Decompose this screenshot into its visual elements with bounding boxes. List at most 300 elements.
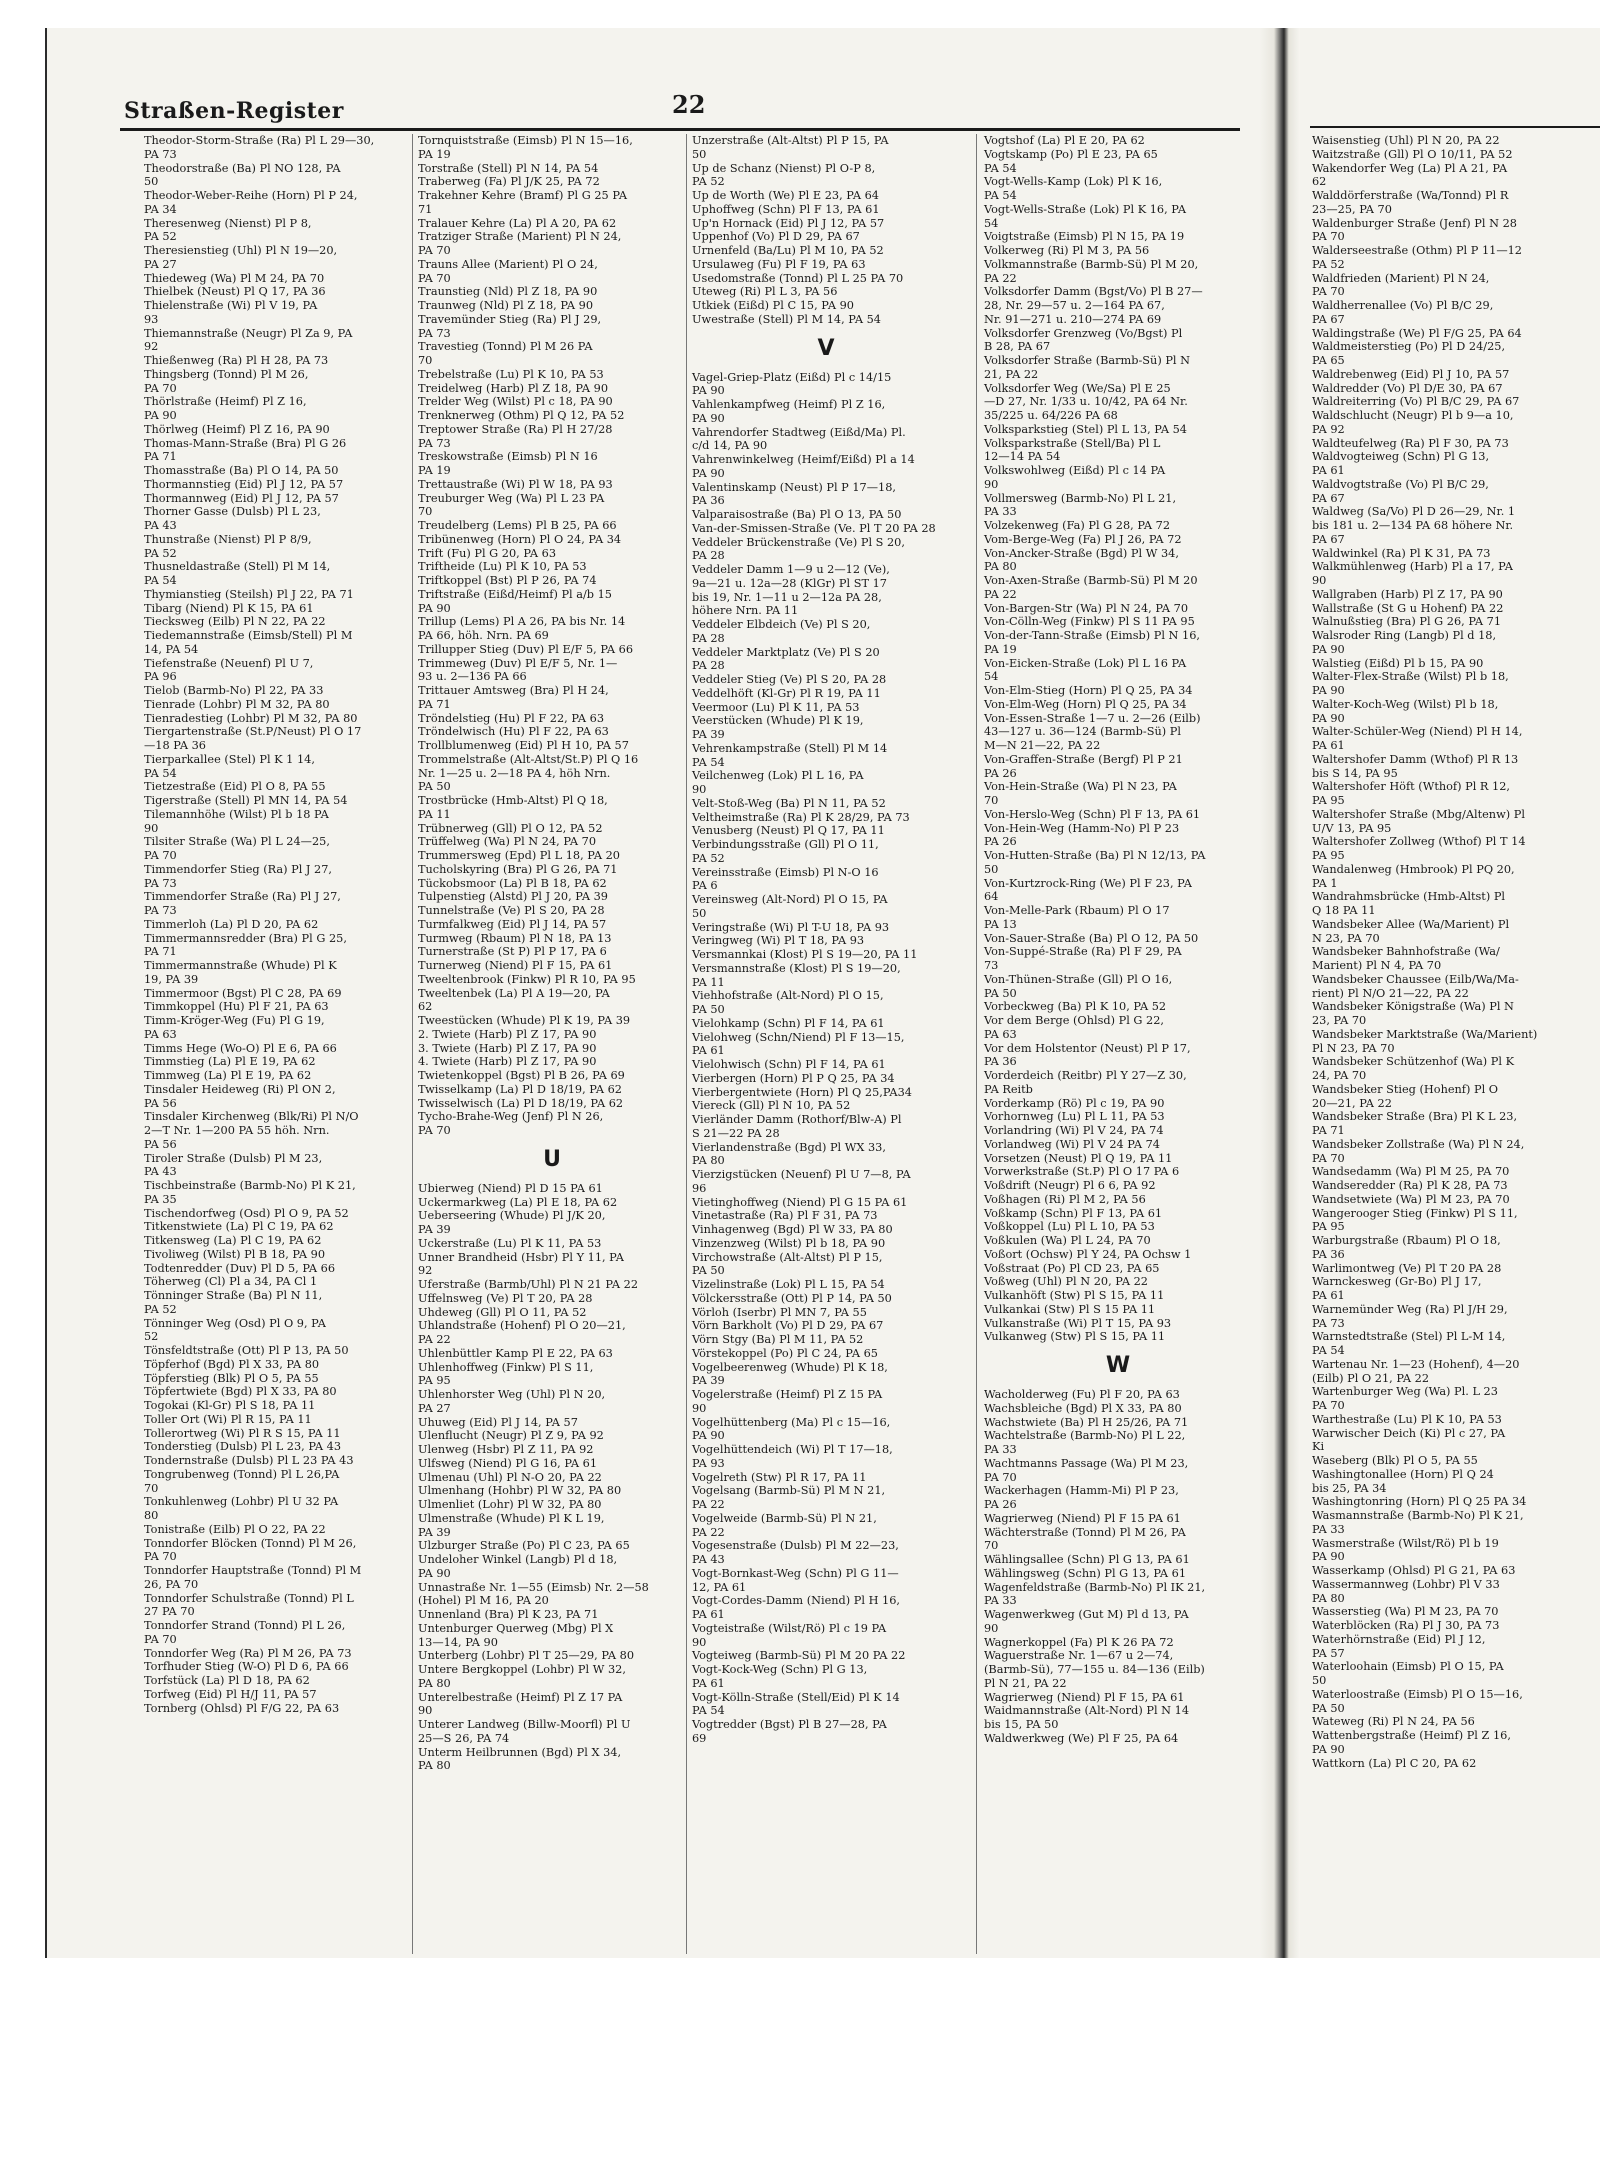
street-entry: Waltershofer Höft (Wthof) Pl R 12, [1312,780,1510,794]
entry-continuation: PA 70 [144,381,177,395]
entry-continuation: PA 54 [984,161,1017,175]
street-entry: Walsroder Ring (Langb) Pl d 18, [1312,629,1497,642]
entry-continuation: PA 39 [418,1223,451,1236]
entry-continuation: 26, PA 70 [144,1577,199,1591]
street-entry: Toller Ort (Wi) Pl R 15, PA 11 [144,1412,312,1426]
street-entry: Turnerweg (Niend) Pl F 15, PA 61 [418,959,613,972]
street-entry: Von-Essen-Straße 1—7 u. 2—26 (Eilb) [984,711,1201,725]
entry-continuation: —D 27, Nr. 1/33 u. 10/42, PA 64 Nr. [984,395,1188,409]
street-entry: Walderseestraße (Othm) Pl P 11—12 [1312,244,1522,257]
entry-continuation: PA 73 [144,904,177,917]
street-entry: Von-Thünen-Straße (Gll) Pl O 16, [984,972,1173,986]
entry-continuation: PA 61 [1312,1289,1345,1302]
entry-continuation: 43—127 u. 36—124 (Barmb-Sü) Pl [984,725,1181,739]
entry-continuation: PA 66, höh. Nrn. PA 69 [418,629,549,642]
street-entry: Waldvogtstraße (Vo) Pl B/C 29, [1312,477,1489,491]
entry-continuation: 70 [418,505,433,519]
street-entry: Töpferstieg (Blk) Pl O 5, PA 55 [144,1371,319,1385]
street-entry: Waterhörnstraße (Eid) Pl J 12, [1312,1632,1486,1646]
street-entry: Tienrade (Lohbr) Pl M 32, PA 80 [144,697,330,711]
entry-continuation: PA 43 [692,1553,725,1566]
entry-continuation: PA 90 [144,409,177,422]
street-entry: Von-Cölln-Weg (Finkw) Pl S 11 PA 95 [984,615,1195,629]
street-entry: Treptower Straße (Ra) Pl H 27/28 [418,422,613,436]
street-entry: Timmermannstraße (Whude) Pl K [144,959,337,972]
entry-continuation: 50 [984,862,999,876]
street-entry: Vogt-Cordes-Damm (Niend) Pl H 16, [692,1594,901,1608]
entry-continuation: PA 92 [1312,422,1345,436]
street-entry: Tischbeinstraße (Barmb-No) Pl K 21, [144,1179,356,1192]
entry-continuation: Marient) Pl N 4, PA 70 [1312,959,1442,972]
entry-continuation: 80 [144,1509,159,1522]
entry-continuation: PA 95 [1312,1220,1345,1234]
street-entry: Vierbergentwiete (Horn) Pl Q 25,PA34 [692,1085,912,1099]
street-entry: Wandsbeker Marktstraße (Wa/Marient) [1312,1027,1538,1041]
street-entry: Travemünder Stieg (Ra) Pl J 29, [418,312,602,326]
street-entry: Unterer Landweg (Billw-Moorfl) Pl U [418,1718,631,1731]
entry-continuation: 50 [1312,1674,1327,1687]
street-entry: Warburgstraße (Rbaum) Pl O 18, [1312,1234,1501,1247]
street-entry: Warnemünder Weg (Ra) Pl J/H 29, [1312,1302,1508,1316]
street-entry: Von-Suppé-Straße (Ra) Pl F 29, PA [984,945,1182,959]
street-entry: Wachtmanns Passage (Wa) Pl M 23, [984,1456,1189,1470]
street-entry: Tigerstraße (Stell) Pl MN 14, PA 54 [144,794,348,807]
street-entry: Timmendorfer Stieg (Ra) Pl J 27, [144,862,333,876]
entry-continuation: PA 73 [418,326,451,340]
street-entry: Voßort (Ochsw) Pl Y 24, PA Ochsw 1 [984,1247,1192,1261]
left-page [120,70,1240,1950]
entry-continuation: PA 26 [984,1498,1017,1511]
street-entry: Torstraße (Stell) Pl N 14, PA 54 [418,161,599,175]
street-entry: Unterberg (Lohbr) Pl T 25—29, PA 80 [418,1649,635,1663]
entry-continuation: Q 18 PA 11 [1312,904,1376,917]
street-entry: Vollmersweg (Barmb-No) Pl L 21, [984,491,1177,505]
entry-continuation: 62 [1312,175,1327,189]
entry-continuation: PA 61 [692,1044,725,1058]
street-entry: Utkiek (Eißd) Pl C 15, PA 90 [692,299,854,312]
street-entry: Vogelhüttenberg (Ma) Pl c 15—16, [692,1415,891,1429]
street-entry: Wachtelstraße (Barmb-No) Pl L 22, [984,1429,1186,1443]
entry-continuation: Pl N 23, PA 70 [1312,1041,1395,1055]
street-entry: Vielohkamp (Schn) Pl F 14, PA 61 [692,1016,885,1030]
entry-continuation: 27 PA 70 [144,1605,195,1619]
street-entry: Thielbek (Neust) Pl Q 17, PA 36 [144,285,326,299]
street-entry: Traunstieg (Nld) Pl Z 18, PA 90 [418,285,598,299]
street-entry: Thiemannstraße (Neugr) Pl Za 9, PA [144,326,353,340]
street-entry: Trelder Weg (Wilst) Pl c 18, PA 90 [418,395,613,409]
street-entry: Vogteiweg (Barmb-Sü) Pl M 20 PA 22 [692,1649,906,1663]
street-entry: Timmerloh (La) Pl D 20, PA 62 [144,917,319,931]
entry-continuation: PA 36 [692,494,725,508]
street-entry: Von-Elm-Weg (Horn) Pl Q 25, PA 34 [984,697,1187,711]
entry-continuation: bis 19, Nr. 1—11 u 2—12a PA 28, [692,590,882,604]
street-entry: Vörn Stgy (Ba) Pl M 11, PA 52 [692,1333,864,1346]
street-entry: Vogelhüttendeich (Wi) Pl T 17—18, [692,1443,893,1456]
street-entry: Ulmenstraße (Whude) Pl K L 19, [418,1511,605,1525]
street-entry: Wasserkamp (Ohlsd) Pl G 21, PA 63 [1312,1564,1516,1577]
entry-continuation: PA 39 [692,728,725,741]
entry-continuation: PA 56 [144,1096,177,1110]
entry-continuation: 9a—21 u. 12a—28 (KlGr) Pl ST 17 [692,576,887,590]
entry-continuation: PA 22 [692,1525,725,1539]
street-entry: Volksparkstraße (Stell/Ba) Pl L [984,436,1161,450]
street-entry: Walter-Schüler-Weg (Niend) Pl H 14, [1312,725,1523,739]
street-entry: Ursulaweg (Fu) Pl F 19, PA 63 [692,257,866,271]
entry-continuation: 14, PA 54 [144,642,199,656]
street-entry: Waldingstraße (We) Pl F/G 25, PA 64 [1312,326,1522,340]
entry-continuation: PA 54 [144,574,177,587]
entry-continuation: B 28, PA 67 [984,340,1051,354]
entry-continuation: 50 [692,906,707,920]
street-entry: Vogelerstraße (Heimf) Pl Z 15 PA [692,1388,883,1401]
street-entry: Wartenau Nr. 1—23 (Hohenf), 4—20 [1312,1357,1520,1371]
street-entry: Uhuweg (Eid) Pl J 14, PA 57 [418,1415,578,1429]
street-entry: Tröndelstieg (Hu) Pl F 22, PA 63 [418,711,605,725]
street-entry: Vagel-Griep-Platz (Eißd) Pl c 14/15 [692,370,892,384]
right-page [1310,70,1600,1950]
street-entry: Volkswohlweg (Eißd) Pl c 14 PA [984,464,1166,477]
street-entry: Tönninger Straße (Ba) Pl N 11, [144,1289,323,1302]
street-entry: Vogt-Bornkast-Weg (Schn) Pl G 11— [692,1566,899,1580]
street-entry: Tornberg (Ohlsd) Pl F/G 22, PA 63 [144,1701,340,1715]
street-entry: Unner Brandheid (Hsbr) Pl Y 11, PA [418,1250,624,1264]
street-entry: Volksdorfer Grenzweg (Vo/Bgst) Pl [984,326,1183,340]
street-entry: Veddeler Marktplatz (Ve) Pl S 20 [692,645,880,659]
street-entry: Uckermarkweg (La) Pl E 18, PA 62 [418,1195,618,1209]
street-entry: Vorsetzen (Neust) Pl Q 19, PA 11 [984,1151,1173,1165]
street-entry: Triftheide (Lu) Pl K 10, PA 53 [418,560,587,574]
entry-continuation: N 23, PA 70 [1312,931,1380,945]
street-entry: Tilsiter Straße (Wa) Pl L 24—25, [144,835,330,849]
street-entry: Wangerooger Stieg (Finkw) Pl S 11, [1312,1206,1518,1220]
entry-continuation: rient) Pl N/O 21—22, PA 22 [1312,986,1469,1000]
entry-continuation: PA 95 [1312,794,1345,807]
street-entry: Usedomstraße (Tonnd) Pl L 25 PA 70 [692,271,904,285]
column-separator [686,134,687,1954]
street-entry: Valparaisostraße (Ba) Pl O 13, PA 50 [692,508,902,521]
street-entry: Tilemannhöhe (Wilst) Pl b 18 PA [144,807,329,821]
entry-continuation: PA 67 [1312,312,1345,326]
entry-continuation: PA 61 [1312,739,1345,752]
entry-continuation: 69 [692,1731,707,1745]
entry-continuation: PA 39 [692,1374,725,1388]
entry-continuation: PA 90 [1312,684,1345,697]
street-entry: Veddeler Elbdeich (Ve) Pl S 20, [692,618,871,631]
entry-continuation: 64 [984,890,999,904]
street-entry: Tiefenstraße (Neuenf) Pl U 7, [144,656,314,670]
street-entry: Ulzburger Straße (Po) Pl C 23, PA 65 [418,1539,630,1553]
column-separator [976,134,977,1954]
street-entry: Togokai (Kl-Gr) Pl S 18, PA 11 [144,1399,316,1412]
register-column-1 [144,134,412,1715]
entry-continuation: 50 [144,175,159,189]
street-entry: Tycho-Brahe-Weg (Jenf) Pl N 26, [418,1110,604,1124]
street-entry: Vörstekoppel (Po) Pl C 24, PA 65 [692,1346,878,1360]
entry-continuation: 54 [984,216,999,230]
entry-continuation: PA 43 [144,1165,177,1179]
street-entry: Unzerstraße (Alt-Altst) Pl P 15, PA [692,134,889,147]
street-entry: Vorhornweg (Lu) Pl L 11, PA 53 [984,1110,1165,1124]
entry-continuation: PA 57 [1312,1646,1345,1660]
street-entry: Vogt-Wells-Kamp (Lok) Pl K 16, [984,175,1163,189]
street-entry: Tiedemannstraße (Eimsb/Stell) Pl M [144,629,353,642]
street-entry: Uckerstraße (Lu) Pl K 11, PA 53 [418,1236,602,1250]
entry-continuation: PA 52 [692,175,725,189]
street-entry: Trübnerweg (Gll) Pl O 12, PA 52 [418,821,603,835]
entry-continuation: PA 33 [984,1443,1017,1456]
entry-continuation: 90 [144,821,159,835]
entry-continuation: bis 25, PA 34 [1312,1481,1387,1495]
entry-continuation: 96 [692,1181,707,1195]
entry-continuation: PA 61 [692,1676,725,1690]
entry-continuation: PA 26 [984,835,1017,849]
entry-continuation: 12—14 PA 54 [984,450,1061,464]
entry-continuation: U/V 13, PA 95 [1312,821,1392,835]
street-entry: Von-der-Tann-Straße (Eimsb) Pl N 16, [984,629,1200,642]
street-entry: Vulkanstraße (Wi) Pl T 15, PA 93 [984,1316,1172,1330]
street-entry: Wandsedamm (Wa) Pl M 25, PA 70 [1312,1165,1510,1179]
street-entry: Trimmeweg (Duv) Pl E/F 5, Nr. 1— [418,656,618,670]
street-entry: Waldherrenallee (Vo) Pl B/C 29, [1312,299,1494,312]
entry-continuation: PA 71 [418,697,451,711]
street-entry: Vereinsstraße (Eimsb) Pl N-O 16 [692,865,879,879]
street-entry: Tiecksweg (Eilb) Pl N 22, PA 22 [144,615,326,629]
street-entry: Waldwinkel (Ra) Pl K 31, PA 73 [1312,546,1491,560]
street-entry: Tweeltenbrook (Finkw) Pl R 10, PA 95 [418,972,636,986]
street-entry: Uhdeweg (Gll) Pl O 11, PA 52 [418,1305,587,1319]
street-entry: Trommelstraße (Alt-Altst/St.P) Pl Q 16 [418,752,639,766]
entry-continuation: PA 33 [984,505,1017,519]
street-entry: Vorderkamp (Rö) Pl c 19, PA 90 [984,1096,1165,1110]
street-entry: Viereck (Gll) Pl N 10, PA 52 [692,1099,851,1113]
street-entry: Turmweg (Rbaum) Pl N 18, PA 13 [418,931,612,945]
street-entry: Triftkoppel (Bst) Pl P 26, PA 74 [418,574,597,587]
entry-continuation: PA 80 [984,560,1017,574]
street-entry: Waseberg (Blk) Pl O 5, PA 55 [1312,1454,1478,1467]
entry-continuation: (Barmb-Sü), 77—155 u. 84—136 (Eilb) [984,1663,1205,1676]
street-entry: Volksdorfer Straße (Barmb-Sü) Pl N [984,354,1191,367]
street-entry: Wartenburger Weg (Wa) Pl. L 23 [1312,1385,1498,1399]
entry-continuation: PA 52 [144,1302,177,1316]
street-entry: Von-Hein-Straße (Wa) Pl N 23, PA [984,780,1177,794]
entry-continuation: (Eilb) Pl O 21, PA 22 [1312,1371,1430,1385]
street-entry: Tröndelwisch (Hu) Pl F 22, PA 63 [418,725,609,739]
street-entry: Wateweg (Ri) Pl N 24, PA 56 [1312,1715,1475,1729]
street-entry: Trift (Fu) Pl G 20, PA 63 [418,546,557,560]
entry-continuation: PA 63 [984,1027,1017,1041]
entry-continuation: PA 90 [1312,642,1345,656]
street-entry: Unterelbestraße (Heimf) Pl Z 17 PA [418,1690,623,1704]
street-entry: Waidmannstraße (Alt-Nord) Pl N 14 [984,1704,1190,1718]
street-entry: Waldreiterring (Vo) Pl B/C 29, PA 67 [1312,395,1520,409]
street-entry: Vinzenzweg (Wilst) Pl b 18, PA 90 [692,1236,886,1250]
street-entry: Turmfalkweg (Eid) Pl J 14, PA 57 [418,917,607,931]
street-entry: Tucholskyring (Bra) Pl G 26, PA 71 [418,862,618,876]
street-entry: Wallgraben (Harb) Pl Z 17, PA 90 [1312,587,1503,601]
street-entry: Uferstraße (Barmb/Uhl) Pl N 21 PA 22 [418,1278,639,1291]
entry-continuation: PA 90 [692,466,725,480]
street-entry: Von-Melle-Park (Rbaum) Pl O 17 [984,904,1170,917]
street-entry: Traunweg (Nld) Pl Z 18, PA 90 [418,299,594,312]
entry-continuation: PA 93 [692,1456,725,1470]
street-entry: Waterloostraße (Eimsb) Pl O 15—16, [1312,1687,1523,1701]
entry-continuation: PA 50 [692,1003,725,1016]
street-entry: Trebelstraße (Lu) Pl K 10, PA 53 [418,367,604,381]
entry-continuation: PA 35 [144,1192,177,1206]
street-entry: Vogtskamp (Po) Pl E 23, PA 65 [984,147,1158,161]
street-entry: Verbindungsstraße (Gll) Pl O 11, [692,838,879,851]
street-entry: Unnastraße Nr. 1—55 (Eimsb) Nr. 2—58 [418,1580,649,1594]
street-entry: Volzekenweg (Fa) Pl G 28, PA 72 [984,519,1171,532]
street-entry: Vogt-Kölln-Straße (Stell/Eid) Pl K 14 [692,1690,900,1704]
entry-continuation: PA 71 [144,450,177,464]
street-entry: Wandseredder (Ra) Pl K 28, PA 73 [1312,1179,1508,1192]
street-entry: Urnenfeld (Ba/Lu) Pl M 10, PA 52 [692,244,884,257]
street-entry: Tonndorfer Hauptstraße (Tonnd) Pl M [144,1564,362,1577]
header-rule [1310,126,1600,128]
street-entry: Traberweg (Fa) Pl J/K 25, PA 72 [418,175,600,189]
street-entry: Veringweg (Wi) Pl T 18, PA 93 [692,934,865,948]
street-entry: Tierparkallee (Stel) Pl K 1 14, [144,752,315,766]
street-entry: Voßkamp (Schn) Pl F 13, PA 61 [984,1206,1163,1220]
street-entry: Tornquiststraße (Eimsb) Pl N 15—16, [418,134,633,147]
entry-continuation: PA 50 [692,1264,725,1278]
street-entry: Uhlandstraße (Hohenf) Pl O 20—21, [418,1319,626,1333]
section-letter: V [817,335,835,361]
entry-continuation: PA Reitb [984,1082,1033,1096]
street-entry: Tiergartenstraße (St.P/Neust) Pl O 17 [144,725,362,739]
street-entry: Vahrenwinkelweg (Heimf/Eißd) Pl a 14 [692,453,915,466]
entry-continuation: PA 50 [1312,1701,1345,1715]
street-entry: Tienradestieg (Lohbr) Pl M 32, PA 80 [144,711,358,725]
entry-continuation: PA 70 [418,1124,451,1137]
entry-continuation: 25—S 26, PA 74 [418,1731,510,1745]
street-entry: 4. Twiete (Harb) Pl Z 17, PA 90 [418,1055,597,1069]
street-entry: Warnckesweg (Gr-Bo) Pl J 17, [1312,1275,1482,1289]
street-entry: Timmermannsredder (Bra) Pl G 25, [144,931,347,945]
street-entry: Veltheimstraße (Ra) Pl K 28/29, PA 73 [692,810,910,824]
street-entry: Velt-Stoß-Weg (Ba) Pl N 11, PA 52 [692,796,886,810]
entry-continuation: PA 70 [1312,285,1345,299]
entry-continuation: PA 43 [144,519,177,532]
street-entry: Ulenweg (Hsbr) Pl Z 11, PA 92 [418,1443,594,1456]
entry-continuation: 35/225 u. 64/226 PA 68 [984,409,1118,422]
street-entry: Vor dem Holstentor (Neust) Pl P 17, [984,1041,1191,1055]
street-entry: Vietinghoffweg (Niend) Pl G 15 PA 61 [692,1195,908,1209]
entry-continuation: PA 11 [692,975,725,989]
street-entry: Timms Hege (Wo-O) Pl E 6, PA 66 [144,1041,337,1055]
street-entry: Vierbergen (Horn) Pl P Q 25, PA 34 [692,1071,895,1085]
street-entry: Volksparkstieg (Stel) Pl L 13, PA 54 [984,422,1187,436]
street-entry: Thörlstraße (Heimf) Pl Z 16, [144,395,307,409]
street-entry: Tonndorfer Weg (Ra) Pl M 26, PA 73 [144,1646,352,1660]
entry-continuation: PA 22 [984,271,1017,285]
street-entry: Wandsbeker Königstraße (Wa) Pl N [1312,1000,1514,1014]
street-entry: Trettaustraße (Wi) Pl W 18, PA 93 [418,477,613,491]
street-entry: Veddeler Stieg (Ve) Pl S 20, PA 28 [692,673,887,686]
street-entry: Von-Sauer-Straße (Ba) Pl O 12, PA 50 [984,931,1199,945]
entry-continuation: 12, PA 61 [692,1580,747,1594]
street-entry: Vielohweg (Schn/Niend) Pl F 13—15, [692,1030,905,1044]
entry-continuation: PA 73 [144,147,177,161]
street-entry: Vinhagenweg (Bgd) Pl W 33, PA 80 [692,1223,893,1236]
street-entry: Vogt-Kock-Weg (Schn) Pl G 13, [692,1663,868,1676]
entry-continuation: 93 [144,312,159,326]
street-entry: Wassermannweg (Lohbr) Pl V 33 [1312,1577,1500,1591]
entry-continuation: PA 70 [144,849,177,862]
street-entry: Trittauer Amtsweg (Bra) Pl H 24, [418,684,609,697]
street-entry: Up de Schanz (Nienst) Pl O-P 8, [692,161,876,175]
street-entry: Treudelberg (Lems) Pl B 25, PA 66 [418,519,617,532]
entry-continuation: PA 80 [418,1676,451,1690]
entry-continuation: PA 90 [692,384,725,398]
street-entry: Tonistraße (Eilb) Pl O 22, PA 22 [144,1522,326,1536]
street-entry: Veringstraße (Wi) Pl T-U 18, PA 93 [692,920,890,934]
street-entry: Vielohwisch (Schn) Pl F 14, PA 61 [692,1058,886,1071]
entry-continuation: Nr. 91—271 u. 210—274 PA 69 [984,312,1162,326]
entry-continuation: PA 67 [1312,532,1345,546]
street-entry: Tralauer Kehre (La) Pl A 20, PA 62 [418,216,617,230]
street-entry: Veddeler Damm 1—9 u 2—12 (Ve), [692,563,890,576]
entry-continuation: bis 15, PA 50 [984,1718,1059,1731]
street-entry: Vulkanweg (Stw) Pl S 15, PA 11 [984,1330,1166,1344]
street-entry: Töpfertwiete (Bgd) Pl X 33, PA 80 [144,1385,337,1399]
entry-continuation: PA 26 [984,766,1017,780]
street-entry: Voßhagen (Ri) Pl M 2, PA 56 [984,1192,1146,1206]
street-entry: Völckersstraße (Ott) Pl P 14, PA 50 [692,1291,892,1305]
entry-continuation: PA 90 [692,1429,725,1443]
street-entry: Theresenweg (Nienst) Pl P 8, [144,216,312,230]
street-entry: Waldmeisterstieg (Po) Pl D 24/25, [1312,340,1506,354]
street-entry: Trüffelweg (Wa) Pl N 24, PA 70 [418,835,597,849]
street-entry: Theresienstieg (Uhl) Pl N 19—20, [144,244,338,257]
entry-continuation: PA 73 [144,876,177,890]
street-entry: Wächterstraße (Tonnd) Pl M 26, PA [984,1525,1186,1539]
street-entry: Warlimontweg (Ve) Pl T 20 PA 28 [1312,1261,1502,1275]
street-entry: Triftstraße (Eißd/Heimf) Pl a/b 15 [418,587,612,601]
entry-continuation: PA 90 [1312,1550,1345,1564]
street-entry: Vierländer Damm (Rothorf/Blw-A) Pl [692,1113,902,1126]
entry-continuation: PA 28 [692,549,725,563]
street-entry: Thymianstieg (Steilsh) Pl J 22, PA 71 [144,587,354,601]
street-entry: Uhlenbüttler Kamp Pl E 22, PA 63 [418,1346,613,1360]
street-entry: Tönsfeldtstraße (Ott) Pl P 13, PA 50 [144,1344,349,1357]
street-entry: Vorbeckweg (Ba) Pl K 10, PA 52 [984,1000,1167,1014]
street-entry: Treuburger Weg (Wa) Pl L 23 PA [418,491,605,505]
street-entry: Treidelweg (Harb) Pl Z 18, PA 90 [418,381,609,395]
street-entry: Vogesenstraße (Dulsb) Pl M 22—23, [692,1539,899,1553]
street-entry: Thörlweg (Heimf) Pl Z 16, PA 90 [144,422,330,436]
street-entry: Tondernstraße (Dulsb) Pl L 23 PA 43 [144,1454,354,1467]
street-entry: Waldfrieden (Marient) Pl N 24, [1312,271,1490,285]
street-entry: Wagnerkoppel (Fa) Pl K 26 PA 72 [984,1635,1174,1649]
entry-continuation: 62 [418,1000,433,1014]
street-entry: Wachstwiete (Ba) Pl H 25/26, PA 71 [984,1415,1189,1429]
street-entry: Vahrendorfer Stadtweg (Eißd/Ma) Pl. [692,425,906,439]
street-entry: Waltershofer Zollweg (Wthof) Pl T 14 [1312,835,1526,849]
street-entry: Trakehner Kehre (Bramf) Pl G 25 PA [418,189,628,202]
street-entry: Wasserstieg (Wa) Pl M 23, PA 70 [1312,1605,1499,1619]
page-number: 22 [672,90,706,119]
entry-continuation: PA 27 [418,1401,451,1415]
street-entry: Volksdorfer Damm (Bgst/Vo) Pl B 27— [984,285,1203,299]
street-entry: Vierzigstücken (Neuenf) Pl U 7—8, PA [692,1168,911,1181]
street-entry: Tückobsmoor (La) Pl B 18, PA 62 [418,876,607,890]
street-entry: Vogelbeerenweg (Whude) Pl K 18, [692,1360,888,1374]
entry-continuation: PA 70 [418,271,451,285]
street-entry: Thingsberg (Tonnd) Pl M 26, [144,367,309,381]
entry-continuation: höhere Nrn. PA 11 [692,604,799,618]
